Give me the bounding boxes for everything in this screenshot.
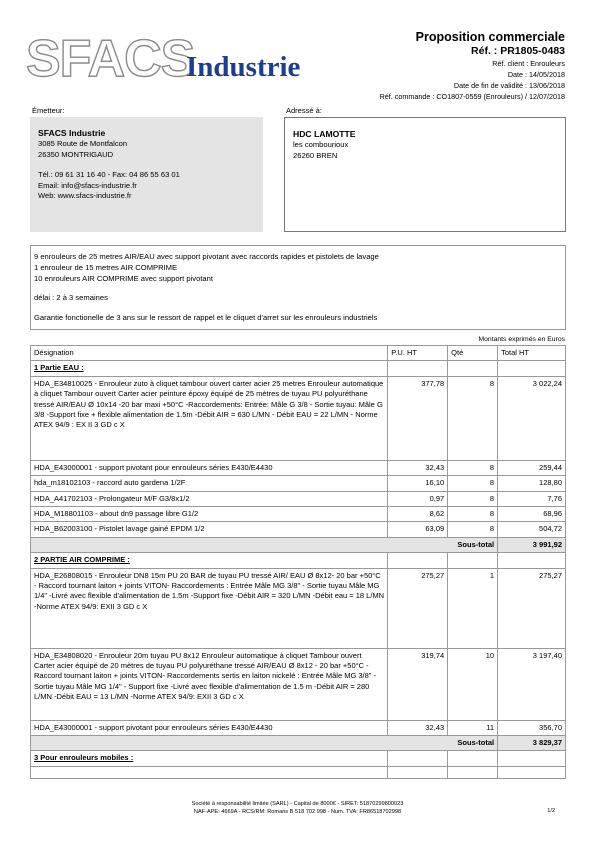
subtotal-row [31, 537, 566, 552]
table-row [31, 720, 566, 735]
row-designation: HDA_E34808020 - Enrouleur 20m tuyau PU 8x12 Enrouleur automatique à cliquet Tambour ouvert Carter acier équipé de 20 mètres de tuyau PU polyuréthane tressé AIR/EAU Ø 8x12 - 20 bar +50°C - Raccord tournant laiton + joints VITON- Raccordements sertis en laiton nickelé : Entrée Mâle MG 3/8" - Sortie tuyau Mâle MG 1/4" - Support fixe -Livré avec flexible d'alimentation de 1.5 m -Débit AIR = 280 L/MN -Débit EAU = 13 L/MN -Norme ATEX 94/9: EXII 3 GD c X [31, 648, 388, 720]
row-total: 7,76 [498, 491, 566, 506]
row-designation: hda_m18102103 - raccord auto gardena 1/2F [31, 476, 388, 491]
table-row [31, 522, 566, 537]
notes-box [30, 245, 566, 330]
destinataire-name: HDC LAMOTTE [293, 129, 356, 139]
row-designation: HDA_E43000001 - support pivotant pour enrouleurs séries E430/E4430 [31, 460, 388, 475]
row-designation: HDA_E26808015 - Enrouleur DN8 15m PU 20 BAR de tuyau PU tressé AIR/ EAU Ø 8x12- 20 bar +50°C - Raccord tournant laiton + joints VITON- Raccordements : Entrée Mâle MG 3/8" - Sortie tuyau Mâle MG 1/4" -Livré avec flexible d'alimentation de 1.5m -Support fixe -Débit AIR = 320 L/MN -Débit eau = 18 L/MN -Norme ATEX 94/9: EXII 3 GD c X [31, 568, 388, 648]
row-total: 3 197,40 [498, 648, 566, 720]
row-qte: 10 [448, 648, 498, 720]
row-pu: 8,62 [388, 507, 448, 522]
table-row [31, 568, 566, 648]
row-total: 275,27 [498, 568, 566, 648]
row-qte: 8 [448, 376, 498, 460]
subtotal-value: 3 829,37 [498, 736, 566, 751]
subtotal-row [31, 736, 566, 751]
footer-line: Société à responsabilité limitée (SARL) - Capital de 8000€ - SIRET: 51870299800023 [191, 801, 404, 807]
row-designation: HDA_E43000001 - support pivotant pour enrouleurs séries E430/E4430 [31, 720, 388, 735]
row-pu: 32,43 [388, 720, 448, 735]
emetteur-city: 26350 MONTRIGAUD [38, 149, 114, 159]
note-line: 1 enrouleur de 15 metres AIR COMPRIME [34, 262, 178, 272]
row-pu: 377,78 [388, 376, 448, 460]
row-qte: 8 [448, 522, 498, 537]
table-row [31, 491, 566, 506]
emetteur-name: SFACS Industrie [38, 128, 106, 138]
table-row [31, 376, 566, 460]
document-title: Proposition commerciale [415, 30, 565, 44]
subtotal-label: Sous-total [31, 736, 498, 751]
emetteur-phone: Tél.: 09 61 31 16 40 - Fax: 04 86 55 63 01 [38, 170, 180, 180]
row-pu: 275,27 [388, 568, 448, 648]
row-pu: 63,09 [388, 522, 448, 537]
adresse-label: Adressé à: [286, 106, 322, 115]
emetteur-box [30, 117, 263, 232]
note-line: 10 enrouleurs AIR COMPRIME avec support pivotant [34, 273, 213, 283]
table-row [31, 648, 566, 720]
section-title: 1 Partie EAU : [31, 361, 388, 376]
note-line: 9 enrouleurs de 25 metres AIR/EAU avec support pivotant avec raccords rapides et pistolets de lavage [34, 252, 379, 261]
lines-table [30, 345, 566, 779]
table-row [31, 507, 566, 522]
section-row [31, 751, 566, 766]
legal-footer [0, 800, 595, 816]
row-pu: 319,74 [388, 648, 448, 720]
section-row [31, 361, 566, 376]
page-number: 1/2 [547, 808, 555, 814]
section-title: 3 Pour enrouleurs mobiles : [31, 751, 388, 766]
footer-line: NAF-APE: 4669A - RCS/RM: Romans B 518 702 998 - Num. TVA: FR86518702998 [193, 809, 402, 815]
emetteur-label: Émetteur: [32, 106, 65, 115]
header-pu: P.U. HT [388, 346, 448, 361]
row-qte: 8 [448, 460, 498, 475]
header-qte: Qté [448, 346, 498, 361]
note-delai: délai : 2 à 3 semaines [34, 293, 108, 303]
row-designation: HDA_A41702103 - Prolongateur M/F G3/8x1/2 [31, 491, 388, 506]
emetteur-email: Email: info@sfacs-industrie.fr [38, 180, 137, 190]
emetteur-street: 3085 Route de Montfalcon [38, 139, 128, 148]
order-ref: Réf. commande : CO1807-0559 (Enrouleurs) / 12/07/2018 [379, 92, 565, 101]
section-title: 2 PARTIE AIR COMPRIME : [31, 553, 388, 568]
row-total: 259,44 [498, 460, 566, 475]
logo-brand: SFACS [26, 30, 195, 88]
row-total: 356,70 [498, 720, 566, 735]
table-header-row [31, 346, 566, 361]
row-qte: 11 [448, 720, 498, 735]
row-qte: 1 [448, 568, 498, 648]
row-total: 3 022,24 [498, 376, 566, 460]
emetteur-web: Web: www.sfacs-industrie.fr [38, 191, 132, 201]
row-designation: HDA_E34810025 - Enrouleur zuto à cliquet tambour ouvert carter acier 25 metres Enrouleur automatique à cliquet Tambour ouvert Carter acier peinture époxy équipé de 25 mètres de tuyau PU polyuréthane tressé AIR/EAU Ø 10x14 -20 bar maxi +50°C -Raccordements: Entrée: Mâle G 3/8 - Sortie tuyau: Mâle G 3/8 -Support fixe + flexible alimentation de 1.5m -Débit AIR = 630 L/MN - Débit EAU = 22 L/MN - Norme ATEX 94/9 : EX II 3 GD c X [31, 376, 388, 460]
row-total: 128,80 [498, 476, 566, 491]
section-row [31, 553, 566, 568]
document-date: Date : 14/05/2018 [507, 70, 565, 79]
header-designation: Désignation [31, 346, 388, 361]
logo-suffix: Industrie [186, 51, 301, 83]
table-row [31, 766, 566, 778]
row-designation: HDA_M18801103 - about dn9 passage libre G1/2 [31, 507, 388, 522]
row-qte: 8 [448, 507, 498, 522]
note-garantie: Garantie fonctionelle de 3 ans sur le ressort de rappel et le cliquet d'arret sur les enrouleurs industriels [34, 313, 378, 323]
document-ref: Réf. : PR1805-0483 [471, 45, 565, 57]
validity-date: Date de fin de validité : 13/06/2018 [453, 81, 565, 90]
row-qte: 8 [448, 476, 498, 491]
subtotal-label: Sous-total [31, 537, 498, 552]
row-designation: HDA_B62003100 - Pistolet lavage gainé EPDM 1/2 [31, 522, 388, 537]
client-ref: Réf. client : Enrouleurs [492, 59, 565, 68]
document-header [245, 30, 565, 102]
destinataire-street: les combourioux [293, 140, 349, 149]
row-pu: 0,97 [388, 491, 448, 506]
header-total: Total HT [498, 346, 566, 361]
row-pu: 32,43 [388, 460, 448, 475]
currency-note: Montants exprimés en Euros [478, 336, 565, 343]
destinataire-city: 26260 BREN [293, 150, 338, 160]
row-qte: 8 [448, 491, 498, 506]
destinataire-box [284, 117, 566, 232]
table-row [31, 460, 566, 475]
subtotal-value: 3 991,92 [498, 537, 566, 552]
row-pu: 16,10 [388, 476, 448, 491]
row-total: 504,72 [498, 522, 566, 537]
table-row [31, 476, 566, 491]
row-total: 68,96 [498, 507, 566, 522]
